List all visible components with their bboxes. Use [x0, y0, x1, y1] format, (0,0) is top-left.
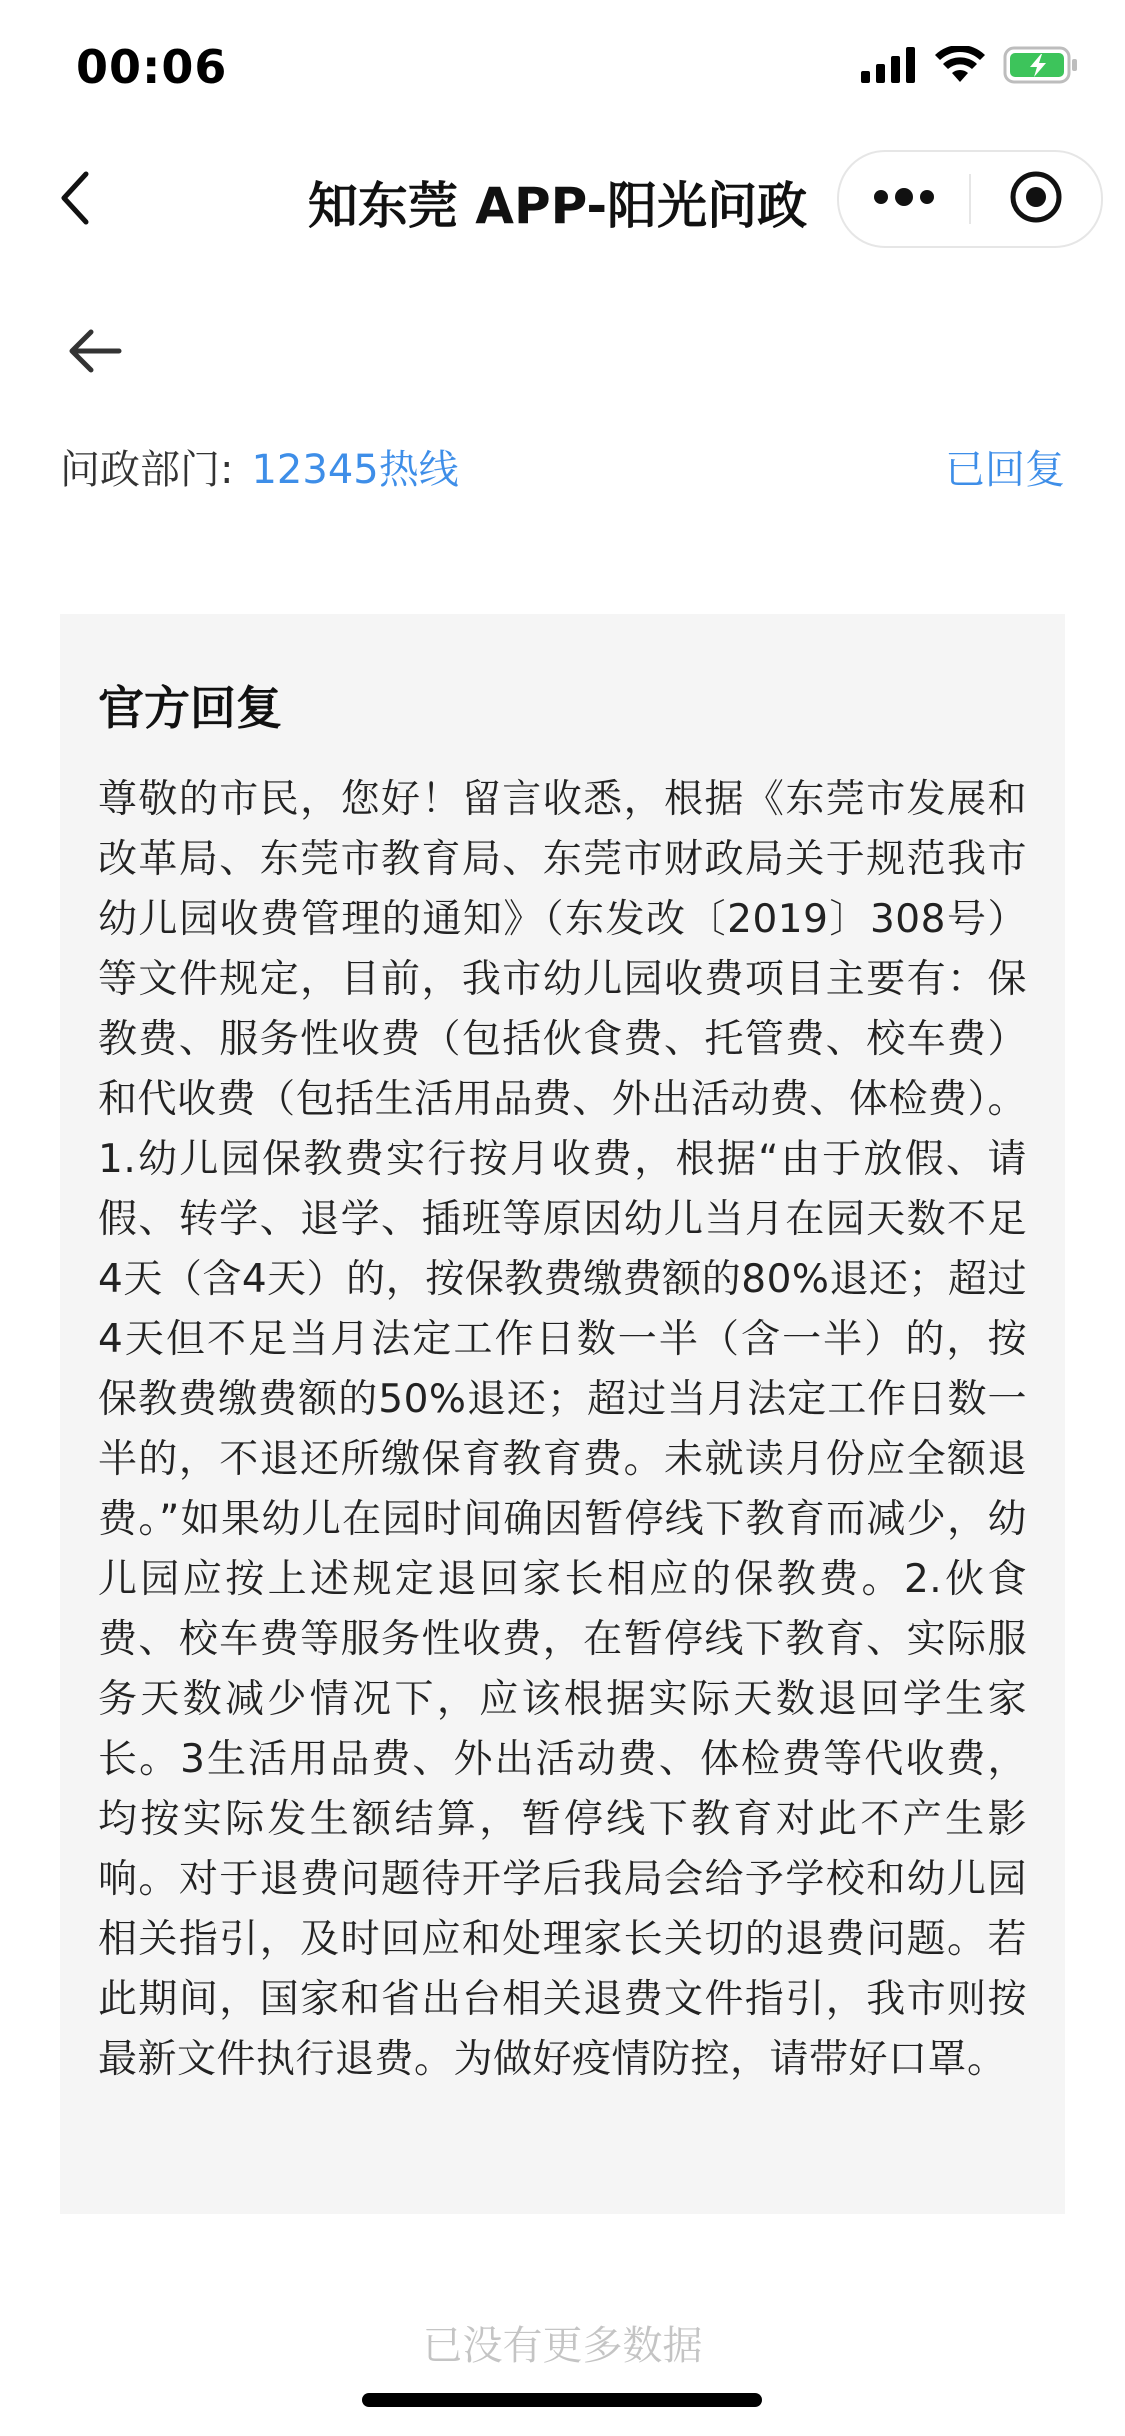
- arrow-left-icon: [67, 327, 123, 379]
- nav-title: 知东莞 APP-阳光问政: [307, 177, 808, 235]
- reply-title: 官方回复: [98, 681, 282, 735]
- signal-icon: [861, 47, 917, 87]
- nav-bar: [0, 140, 1125, 260]
- page-back-button[interactable]: [60, 318, 130, 388]
- wifi-icon: [935, 46, 985, 88]
- home-indicator[interactable]: [362, 2393, 762, 2407]
- more-dots-icon: [872, 188, 936, 210]
- department-row: [60, 436, 1065, 496]
- status-time: 00:06: [76, 40, 228, 94]
- status-icons: [861, 46, 1079, 88]
- battery-charging-icon: [1003, 46, 1079, 88]
- more-button[interactable]: [839, 152, 969, 246]
- no-more-data-text: 已没有更多数据: [422, 2323, 703, 2369]
- mini-program-capsule: [837, 150, 1103, 248]
- close-mini-program-button[interactable]: [971, 152, 1101, 246]
- official-reply-card: [60, 614, 1065, 2214]
- status-bar: [0, 0, 1125, 140]
- department-label: 问政部门:: [60, 446, 234, 493]
- department-link[interactable]: 12345热线: [251, 446, 459, 493]
- reply-body: 尊敬的市民，您好！留言收悉，根据《东莞市发展和改革局、东莞市教育局、东莞市财政局关于规范我市幼儿园收费管理的通知》（东发改〔2019〕308号）等文件规定，目前，我市幼儿园收费项目主要有：保教费、服务性收费（包括伙食费、托管费、校车费）和代收费（包括生活用品费、外出活动费、体检费）。1.幼儿园保教费实行按月收费，根据“由于放假、请假、转学、退学、插班等原因幼儿当月在园天数不足4天（含4天）的，按保教费缴费额的80%退还；超过4天但不足当月法定工作日数一半（含一半）的，按保教费缴费额的50%退还；超过当月法定工作日数一半的，不退还所缴保育教育费。未就读月份应全额退费。”如果幼儿在园时间确因暂停线下教育而减少，幼儿园应按上述规定退回家长相应的保教费。2.伙食费、校车费等服务性收费，在暂停线下教育、实际服务天数减少情况下，应该根据实际天数退回学生家长。3生活用品费、外出活动费、体检费等代收费，均按实际发生额结算，暂停线下教育对此不产生影响。对于退费问题待开学后我局会给予学校和幼儿园相关指引，及时回应和处理家长关切的退费问题。若此期间，国家和省出台相关退费文件指引，我市则按最新文件执行退费。为做好疫情防控，请带好口罩。: [98, 777, 1027, 2082]
- status-badge: 已回复: [945, 446, 1065, 493]
- target-close-icon: [1008, 169, 1064, 229]
